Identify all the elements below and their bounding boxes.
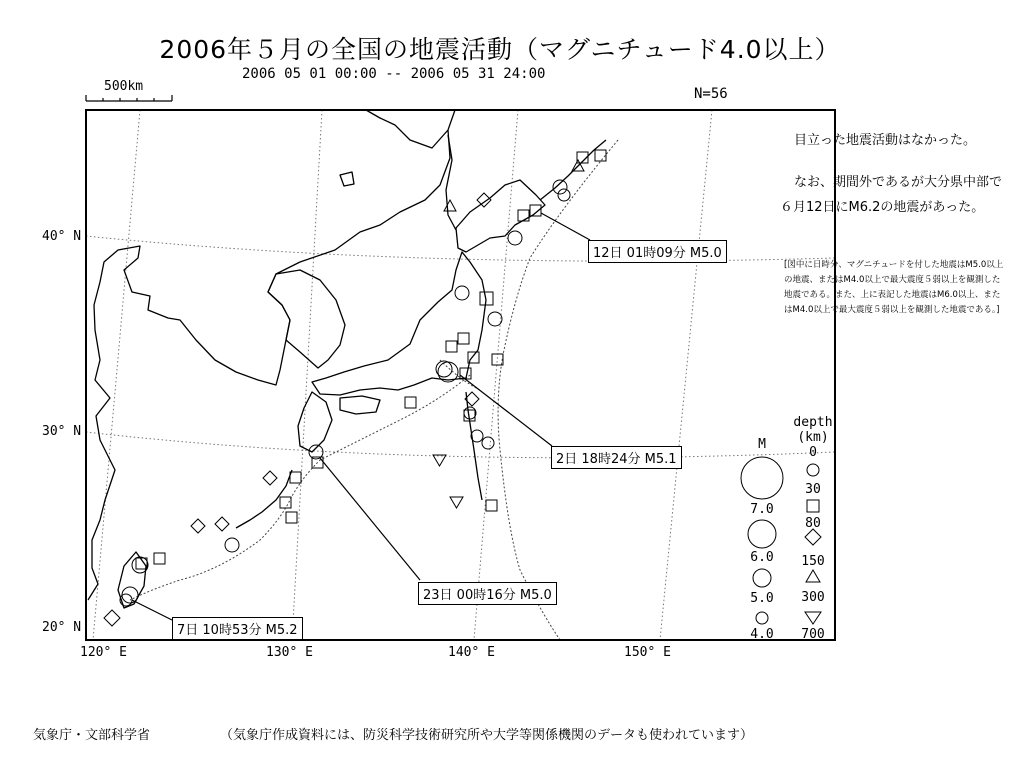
callout-leaders: [132, 213, 590, 620]
legend-depth-80: 80: [805, 516, 821, 531]
event-intermediate: [286, 512, 297, 523]
legend-m5-circle: [753, 569, 771, 587]
event-intermediate: [290, 472, 301, 483]
commentary-main: 目立った地震活動はなかった。: [794, 133, 977, 148]
legend-depth-150: 150: [801, 554, 825, 569]
shikoku-coast: [340, 396, 380, 414]
kyushu-coast: [298, 392, 332, 452]
coastlines: [88, 110, 606, 608]
legend-m7-circle: [741, 457, 783, 499]
event-deep: [215, 517, 229, 531]
event-intermediate: [595, 150, 606, 161]
event-intermediate: [480, 292, 493, 305]
event-intermediate: [446, 341, 457, 352]
period-range: 2006 05 01 00:00 -- 2006 05 31 24:00: [242, 66, 546, 82]
legend-depth-300: 300: [801, 590, 825, 605]
callout-12th: 12日 01時09分 M5.0: [588, 240, 727, 263]
event-shallow: [508, 231, 522, 245]
event-shallow: [558, 189, 570, 201]
event-intermediate: [518, 210, 529, 221]
event-intermediate: [405, 397, 416, 408]
lat-label-30: 30° N: [42, 424, 82, 439]
legend-m6: 6.0: [750, 550, 774, 565]
event-deep: [191, 519, 205, 533]
legend-depth-300-invtriangle: [805, 612, 821, 624]
lon-label-140: 140° E: [448, 645, 495, 660]
legend-depth-700: 700: [801, 627, 825, 642]
event-intermediate: [486, 500, 497, 511]
event-shallow: [482, 437, 494, 449]
legend-m5: 5.0: [750, 591, 774, 606]
commentary-additional: なお、期間外であるが大分県中部で６月12日にM6.2の地震があった。: [780, 175, 1003, 215]
event-deep: [104, 610, 120, 626]
event-shallow: [464, 407, 476, 419]
legend-depth-150-triangle: [806, 570, 820, 582]
lat-label-40: 40° N: [42, 229, 82, 244]
legend-depth-unit: (km): [797, 430, 829, 445]
callout-2nd: 2日 18時24分 M5.1: [551, 446, 682, 469]
korea-coast: [268, 270, 345, 368]
event-shallow: [455, 286, 469, 300]
legend-magnitude-title: M: [758, 437, 766, 452]
lon-label-130: 130° E: [266, 645, 313, 660]
event-intermediate: [154, 553, 165, 564]
legend-depth-30: 30: [805, 482, 821, 497]
event-shallow: [471, 430, 483, 442]
event-very-deep: [444, 200, 456, 211]
lon-label-150: 150° E: [624, 645, 671, 660]
scale-bar-label: 500km: [104, 79, 144, 94]
legend-depth-0-circle: [807, 464, 819, 476]
legend-depth-title: depth: [793, 415, 833, 430]
legend-m4: 4.0: [750, 627, 774, 642]
sakhalin-coast: [446, 135, 456, 230]
page-title: 2006年５月の全国の地震活動（マグニチュード4.0以上）: [159, 35, 841, 64]
footer-agency: 気象庁・文部科学省: [33, 728, 151, 743]
scale-bar: [86, 95, 172, 101]
legend-depth-80-diamond: [805, 529, 821, 545]
event-shallow: [438, 362, 458, 382]
event-deepest: [433, 455, 446, 466]
lat-label-20: 20° N: [42, 620, 82, 635]
event-shallow: [225, 538, 239, 552]
event-shallow: [488, 312, 502, 326]
continent-coast: [88, 110, 455, 600]
event-deep: [263, 471, 277, 485]
event-intermediate: [280, 497, 291, 508]
event-deepest: [450, 497, 463, 508]
callout-23rd: 23日 00時16分 M5.0: [418, 582, 557, 605]
event-count: N=56: [694, 86, 728, 102]
legend-depth-30-square: [807, 500, 819, 512]
lake-outline: [340, 172, 354, 186]
event-intermediate: [458, 333, 469, 344]
commentary-note: [図中に日時分、マグニチュードを付した地震はM5.0以上の地震、またはM4.0以上で最大震度５弱以上を観測した地震である。また、上に表記した地震はM6.0以上、またはM4.0以上で最大震度５弱以上を観測した地震である。]: [784, 260, 1004, 315]
legend-depth-0: 0: [809, 445, 817, 460]
legend-m6-circle: [748, 520, 776, 548]
legend-m4-circle: [756, 612, 768, 624]
earthquake-symbols: [104, 150, 606, 626]
event-shallow: [553, 180, 567, 194]
lon-label-120: 120° E: [80, 645, 127, 660]
footer-credit: （気象庁作成資料には、防災科学技術研究所や大学等関係機関のデータも使われています）: [220, 728, 754, 743]
legend-m7: 7.0: [750, 502, 774, 517]
callout-7th: 7日 10時53分 M5.2: [172, 617, 303, 640]
